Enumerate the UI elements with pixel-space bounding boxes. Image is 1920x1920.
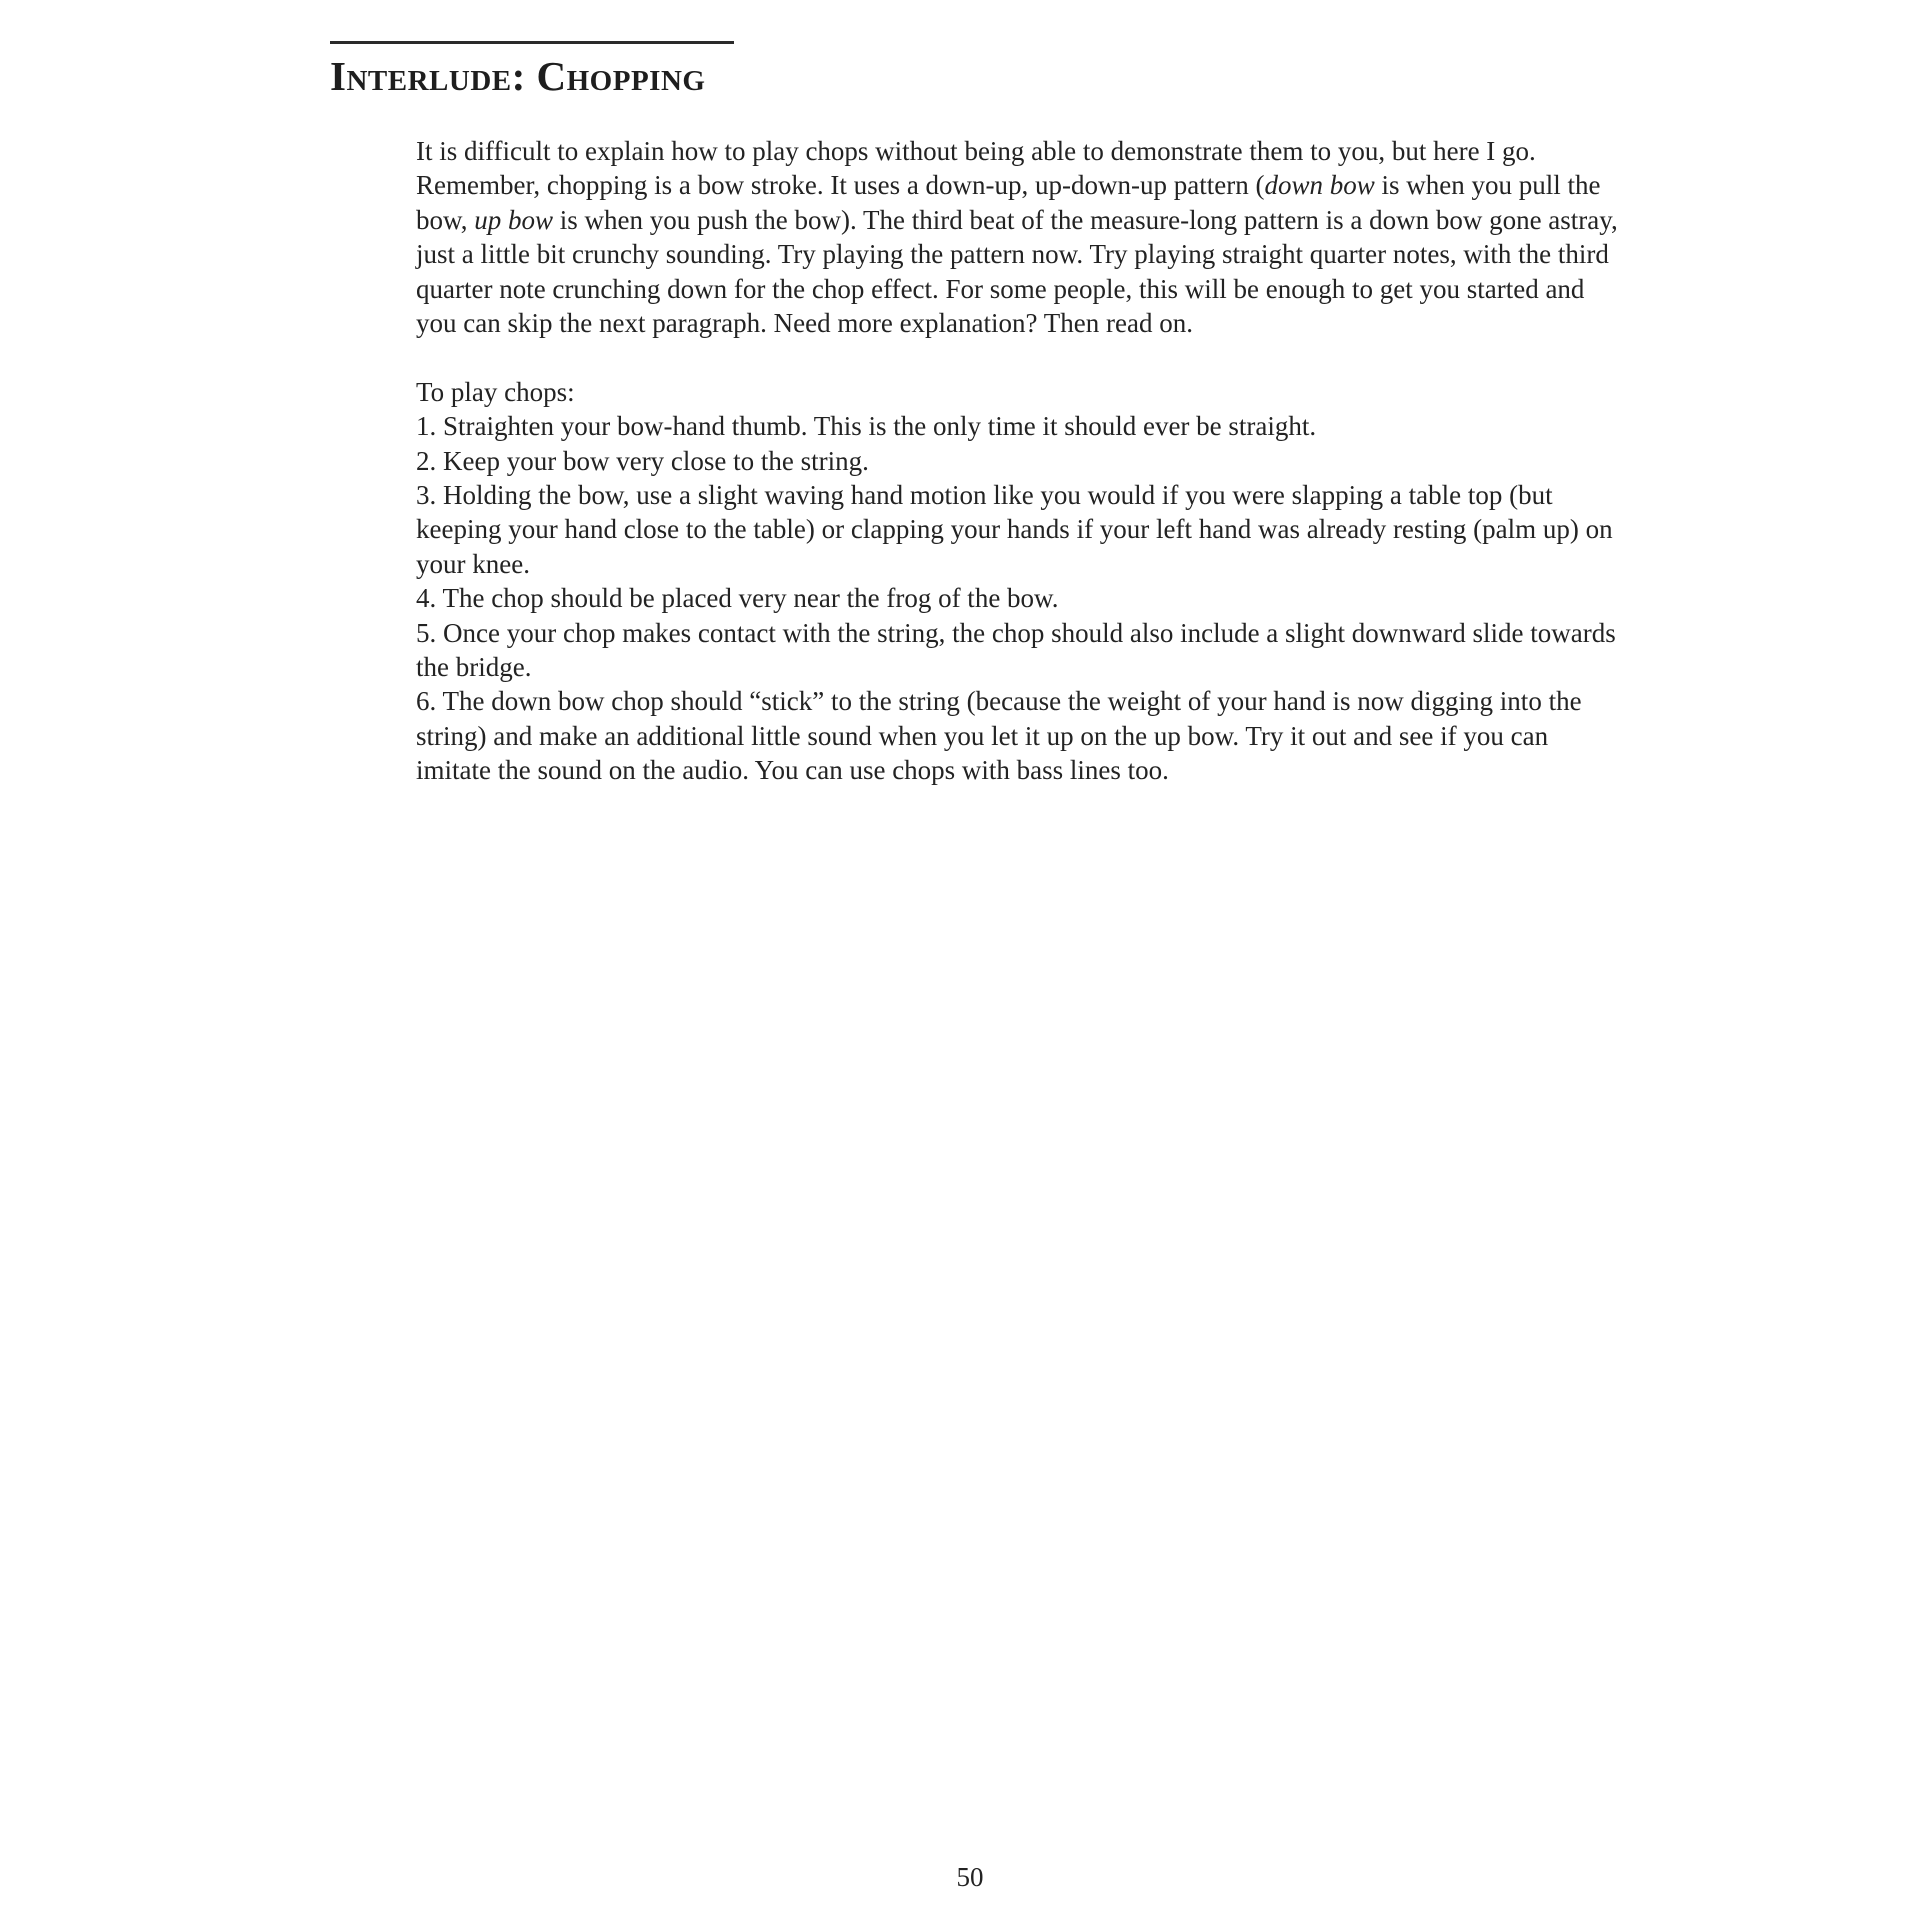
- intro-text-3: is when you push the bow). The third beat of the measure-long pattern is a down bow gone astray, just a little bit crunchy sounding. Try playing the pattern now. Try playing straight quarter notes, with the third quarter note crunching down for the chop effect. For some people, this will be enough to get you started and you can skip the next paragraph. Need more explanation? Then read on.: [416, 204, 1618, 339]
- step-item: 6. The down bow chop should “stick” to the string (because the weight of your hand is now digging into the string) and make an additional little sound when you let it up on the up bow. Try it out and see if you can imitate the sound on the audio. You can use chops with bass lines too.: [416, 686, 1582, 786]
- step-item: 5. Once your chop makes contact with the string, the chop should also include a slight downward slide towards the bridge.: [416, 617, 1616, 683]
- term-down-bow: down bow: [1264, 170, 1375, 201]
- intro-text-2: is when you pull the bow,: [416, 170, 1601, 235]
- step-item: 1. Straighten your bow-hand thumb. This is the only time it should ever be straight.: [416, 411, 1317, 442]
- term-up-bow: up bow: [474, 204, 554, 235]
- step-item: 2. Keep your bow very close to the string.: [416, 445, 869, 476]
- steps-list: [416, 409, 1626, 787]
- intro-text-1: It is difficult to explain how to play chops without being able to demonstrate them to you, but here I go. Remember, chopping is a bow stroke. It uses a down-up, up-down-up pattern (: [416, 136, 1536, 201]
- section-title: Interlude: Chopping: [330, 53, 706, 99]
- steps-intro: To play chops:: [416, 376, 575, 407]
- heading-rule: [330, 41, 734, 44]
- intro-paragraph: [416, 134, 1626, 340]
- step-item: 3. Holding the bow, use a slight waving hand motion like you would if you were slapping a table top (but keeping your hand close to the table) or clapping your hands if your left hand was already resting (palm up) on your knee.: [416, 480, 1613, 579]
- body-text: [416, 134, 1626, 788]
- step-item: 4. The chop should be placed very near the frog of the bow.: [416, 583, 1059, 614]
- page-number: 50: [956, 1862, 984, 1892]
